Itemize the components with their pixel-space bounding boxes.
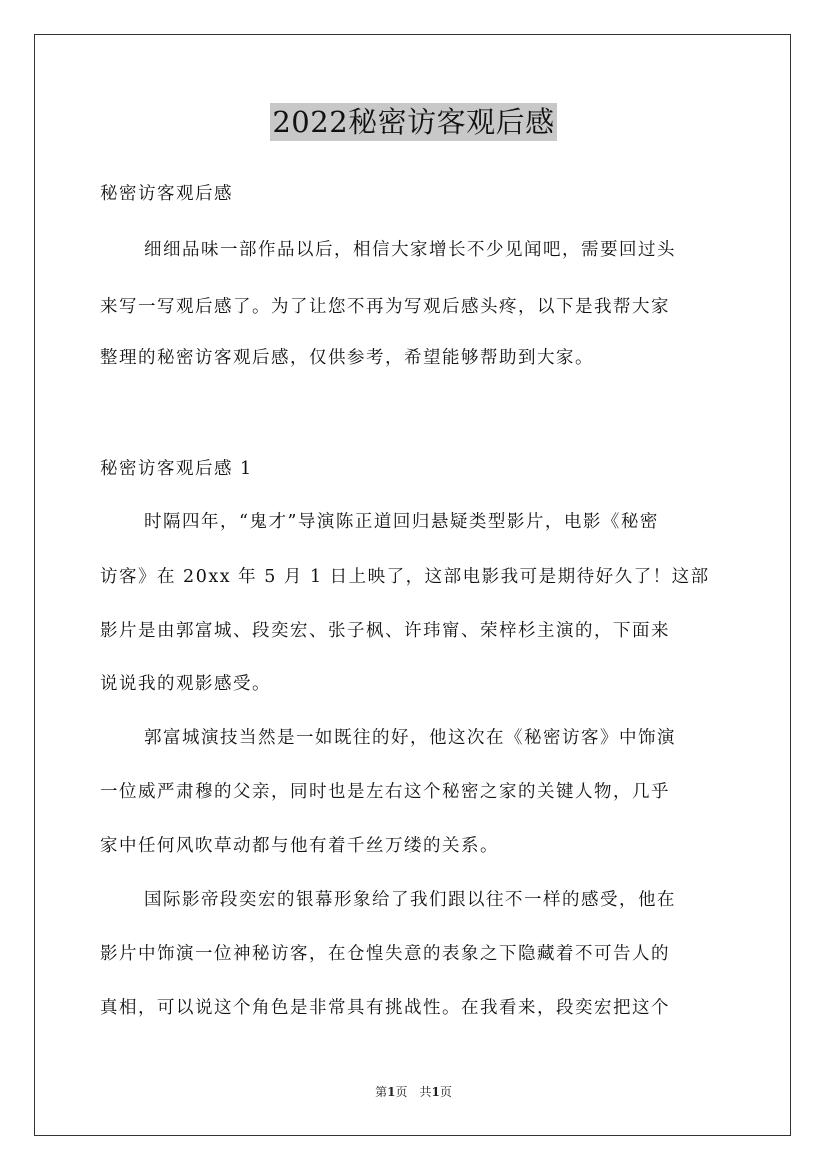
section-heading-text: 秘密访客观后感 1 [100, 459, 253, 479]
footer-prefix: 第 [375, 1085, 388, 1099]
p2-line-3: 家中任何风吹草动都与他有着千丝万缕的关系。 [100, 836, 499, 856]
section-heading [100, 455, 728, 480]
subtitle-text: 秘密访客观后感 [100, 184, 233, 204]
p2-line-1: 郭富城演技当然是一如既往的好，他这次在《秘密访客》中饰演 [144, 728, 676, 748]
title-wrap [0, 103, 827, 141]
intro-line-2: 来写一写观后感了。为了让您不再为写观后感头疼，以下是我帮大家 [100, 297, 670, 317]
page-footer [0, 1083, 827, 1100]
p1-line-2: 访客》在 20xx 年 5 月 1 日上映了，这部电影我可是期待好久了！这部 [100, 567, 710, 587]
p3-line-1: 国际影帝段奕宏的银幕形象给了我们跟以往不一样的感受，他在 [144, 890, 676, 910]
p3-line-3: 真相，可以说这个角色是非常具有挑战性。在我看来，段奕宏把这个 [100, 998, 670, 1018]
p3-line-2: 影片中饰演一位神秘访客，在仓惶失意的表象之下隐藏着不可告人的 [100, 944, 670, 964]
footer-mid: 页 共 [395, 1085, 432, 1099]
subtitle [100, 180, 728, 205]
footer-total-pages: 1 [431, 1085, 440, 1099]
p1-line-3: 影片是由郭富城、段奕宏、张子枫、许玮甯、荣梓杉主演的，下面来 [100, 621, 670, 641]
footer-current-page: 1 [387, 1085, 396, 1099]
intro-line-3: 整理的秘密访客观后感，仅供参考，希望能够帮助到大家。 [100, 348, 594, 368]
p2-line-2: 一位威严肃穆的父亲，同时也是左右这个秘密之家的关键人物，几乎 [100, 782, 670, 802]
document-title: 2022秘密访客观后感 [272, 105, 555, 139]
intro-line-1: 细细品味一部作品以后，相信大家增长不少见闻吧，需要回过头 [144, 240, 676, 260]
p1-line-4: 说说我的观影感受。 [100, 674, 271, 694]
footer-suffix: 页 [439, 1085, 452, 1099]
p1-line-1: 时隔四年，“鬼才”导演陈正道回归悬疑类型影片，电影《秘密 [144, 512, 659, 532]
